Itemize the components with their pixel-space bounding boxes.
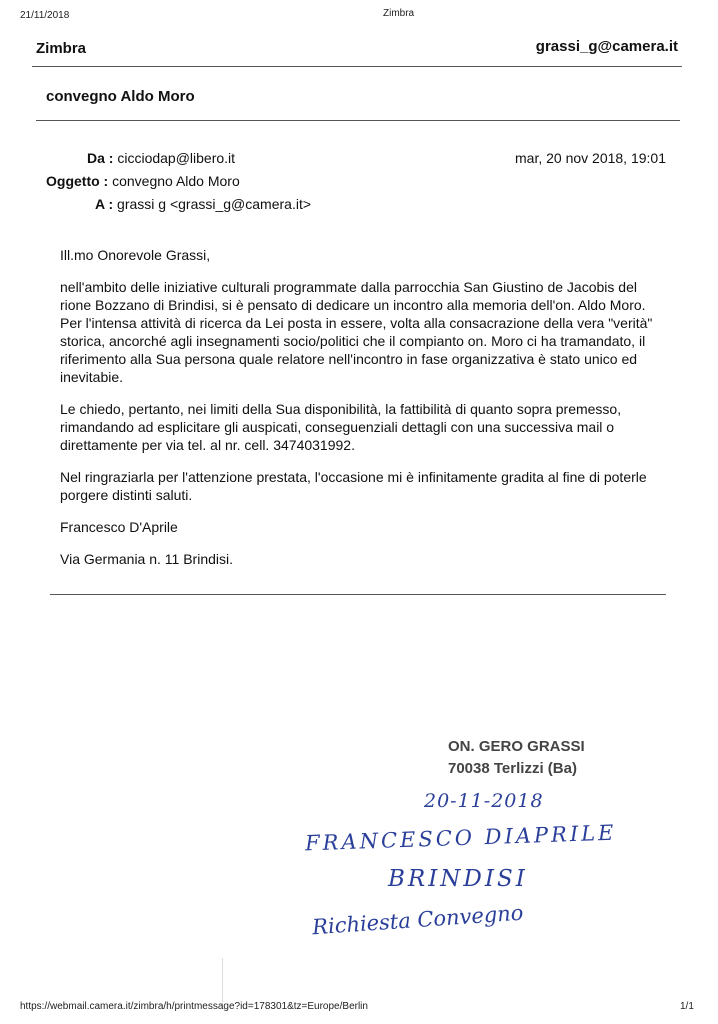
body-paragraph: Le chiedo, pertanto, nei limiti della Sua disponibilità, la fattibilità di quanto sopra premesso, rimandando ad esplicitare gli auspicati, conseguenziali dettagli con una successiva mail o direttamente per via tel. al nr. cell. 3474031992. [60,401,622,453]
print-title: Zimbra [383,8,415,19]
body-divider [50,594,666,595]
page-number: 1/1 [680,1001,694,1012]
body-address: Via Germania n. 11 Brindisi. [60,551,234,567]
from-row [87,150,235,166]
print-date: 21/11/2018 [20,10,70,21]
message-body [60,246,670,582]
to-value: grassi g <grassi_g@camera.it> [117,196,312,212]
message-date: mar, 20 nov 2018, 19:01 [515,150,666,166]
header-divider [32,66,682,67]
from-value: cicciodap@libero.it [117,150,236,166]
handwritten-note: Richiesta Convegno [311,900,525,940]
from-label: Da : [87,150,114,166]
body-greeting: Ill.mo Onorevole Grassi, [60,247,211,263]
handwritten-name: FRANCESCO DIAPRILE [304,820,617,856]
subject-row [46,173,240,189]
stamp-line: ON. GERO GRASSI [448,738,585,755]
body-signature: Francesco D'Aprile [60,519,178,535]
body-paragraph: Nel ringraziarla per l'attenzione prestata, l'occasione mi è infinitamente gradita al fine di poterle porgere distinti saluti. [60,469,647,503]
message-subject-title: convegno Aldo Moro [46,88,195,105]
account-email: grassi_g@camera.it [535,38,678,55]
body-paragraph: nell'ambito delle iniziative culturali programmate dalla parrocchia San Giustino de Jacobis del rione Bozzano di Brindisi, si è pensato di dedicare un incontro alla memoria dell'on. Aldo Moro. Per l'intensa attività di ricerca da Lei posta in essere, volta alla consacrazione della vera "verità" storica, ancorché agli insegnamenti socio/politici che il compianto on. Moro ci ha tramandato, il riferimento alla Sua persona quale relatore nell'incontro in fase organizzativa è stato unico ed inevitabie. [60,279,653,385]
handwritten-date: 20-11-2018 [424,790,544,812]
to-label: A : [95,196,114,212]
to-row [95,196,311,212]
stamp-line: 70038 Terlizzi (Ba) [448,760,577,777]
handwritten-city: BRINDISI [388,866,528,892]
subject-label: Oggetto : [46,173,109,189]
office-stamp [448,736,585,780]
print-url: https://webmail.camera.it/zimbra/h/printmessage?id=178301&tz=Europe/Berlin [20,1001,368,1012]
subject-divider [36,120,680,121]
subject-value: convegno Aldo Moro [112,173,240,189]
app-name: Zimbra [36,40,87,57]
